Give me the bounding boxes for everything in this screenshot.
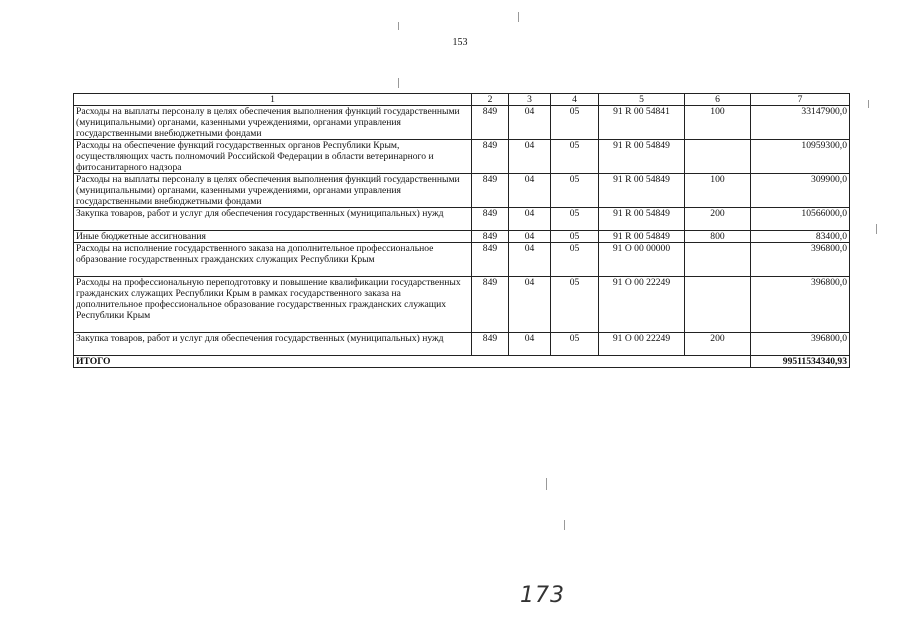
subsection-code: 05 — [551, 208, 599, 231]
column-header-7: 7 — [751, 94, 850, 106]
row-description: Закупка товаров, работ и услуг для обеспечения государственных (муниципальных) нужд — [74, 208, 472, 231]
scan-speck — [398, 22, 399, 30]
target-article-code: 91 R 00 54849 — [599, 208, 685, 231]
column-header-2: 2 — [472, 94, 509, 106]
amount: 396800,0 — [751, 333, 850, 356]
expense-type-code — [685, 140, 751, 174]
expense-type-code: 800 — [685, 231, 751, 243]
section-code: 04 — [509, 231, 551, 243]
expense-type-code: 200 — [685, 333, 751, 356]
handwritten-page-number: 173 — [520, 583, 565, 608]
subsection-code: 05 — [551, 140, 599, 174]
section-code: 04 — [509, 277, 551, 333]
subsection-code: 05 — [551, 243, 599, 277]
column-header-3: 3 — [509, 94, 551, 106]
target-article-code: 91 O 00 22249 — [599, 333, 685, 356]
target-article-code: 91 O 00 22249 — [599, 277, 685, 333]
amount: 83400,0 — [751, 231, 850, 243]
ministry-code: 849 — [472, 106, 509, 140]
expense-type-code: 100 — [685, 174, 751, 208]
row-description: Расходы на профессиональную переподготовку и повышение квалификации государственных гражданских служащих Республики Крым в рамках государственного заказа на дополнительное профессиональное образование государственных гражданских служащих Республики Крым — [74, 277, 472, 333]
column-header-1: 1 — [74, 94, 472, 106]
total-label: ИТОГО — [74, 356, 751, 368]
section-code: 04 — [509, 174, 551, 208]
amount: 10959300,0 — [751, 140, 850, 174]
table-row — [74, 140, 850, 174]
target-article-code: 91 O 00 00000 — [599, 243, 685, 277]
scan-speck — [876, 224, 877, 234]
scan-speck — [564, 520, 565, 530]
expense-type-code: 200 — [685, 208, 751, 231]
ministry-code: 849 — [472, 174, 509, 208]
row-description: Иные бюджетные ассигнования — [74, 231, 472, 243]
subsection-code: 05 — [551, 277, 599, 333]
section-code: 04 — [509, 333, 551, 356]
row-description: Расходы на выплаты персоналу в целях обеспечения выполнения функций государственными (муниципальными) органами, казенными учреждениями, органами управления государственными внебюджетными фондами — [74, 174, 472, 208]
row-description: Закупка товаров, работ и услуг для обеспечения государственных (муниципальных) нужд — [74, 333, 472, 356]
target-article-code: 91 R 00 54841 — [599, 106, 685, 140]
section-code: 04 — [509, 208, 551, 231]
total-amount: 99511534340,93 — [751, 356, 850, 368]
amount: 396800,0 — [751, 243, 850, 277]
ministry-code: 849 — [472, 140, 509, 174]
target-article-code: 91 R 00 54849 — [599, 231, 685, 243]
expense-type-code: 100 — [685, 106, 751, 140]
section-code: 04 — [509, 106, 551, 140]
table-row — [74, 174, 850, 208]
ministry-code: 849 — [472, 333, 509, 356]
table-row — [74, 106, 850, 140]
table-row — [74, 231, 850, 243]
target-article-code: 91 R 00 54849 — [599, 174, 685, 208]
total-row — [74, 356, 850, 368]
subsection-code: 05 — [551, 333, 599, 356]
scan-speck — [518, 12, 519, 22]
ministry-code: 849 — [472, 231, 509, 243]
ministry-code: 849 — [472, 208, 509, 231]
scan-speck — [398, 78, 399, 88]
subsection-code: 05 — [551, 231, 599, 243]
budget-table — [73, 93, 850, 368]
row-description: Расходы на обеспечение функций государственных органов Республики Крым, осуществляющих часть полномочий Российской Федерации в области ветеринарного и фитосанитарного надзора — [74, 140, 472, 174]
subsection-code: 05 — [551, 106, 599, 140]
scan-speck — [546, 478, 547, 490]
section-code: 04 — [509, 140, 551, 174]
table-row — [74, 208, 850, 231]
ministry-code: 849 — [472, 277, 509, 333]
table-row — [74, 243, 850, 277]
table-row — [74, 277, 850, 333]
column-header-5: 5 — [599, 94, 685, 106]
section-code: 04 — [509, 243, 551, 277]
row-description: Расходы на исполнение государственного заказа на дополнительное профессиональное образование государственных гражданских служащих Республики Крым — [74, 243, 472, 277]
amount: 33147900,0 — [751, 106, 850, 140]
amount: 309900,0 — [751, 174, 850, 208]
ministry-code: 849 — [472, 243, 509, 277]
amount: 10566000,0 — [751, 208, 850, 231]
target-article-code: 91 R 00 54849 — [599, 140, 685, 174]
expense-type-code — [685, 243, 751, 277]
expense-type-code — [685, 277, 751, 333]
page-number: 153 — [452, 37, 468, 48]
subsection-code: 05 — [551, 174, 599, 208]
amount: 396800,0 — [751, 277, 850, 333]
table-row — [74, 333, 850, 356]
column-header-4: 4 — [551, 94, 599, 106]
row-description: Расходы на выплаты персоналу в целях обеспечения выполнения функций государственными (муниципальными) органами, казенными учреждениями, органами управления государственными внебюджетными фондами — [74, 106, 472, 140]
scan-speck — [868, 100, 869, 108]
column-header-6: 6 — [685, 94, 751, 106]
header-row — [74, 94, 850, 106]
